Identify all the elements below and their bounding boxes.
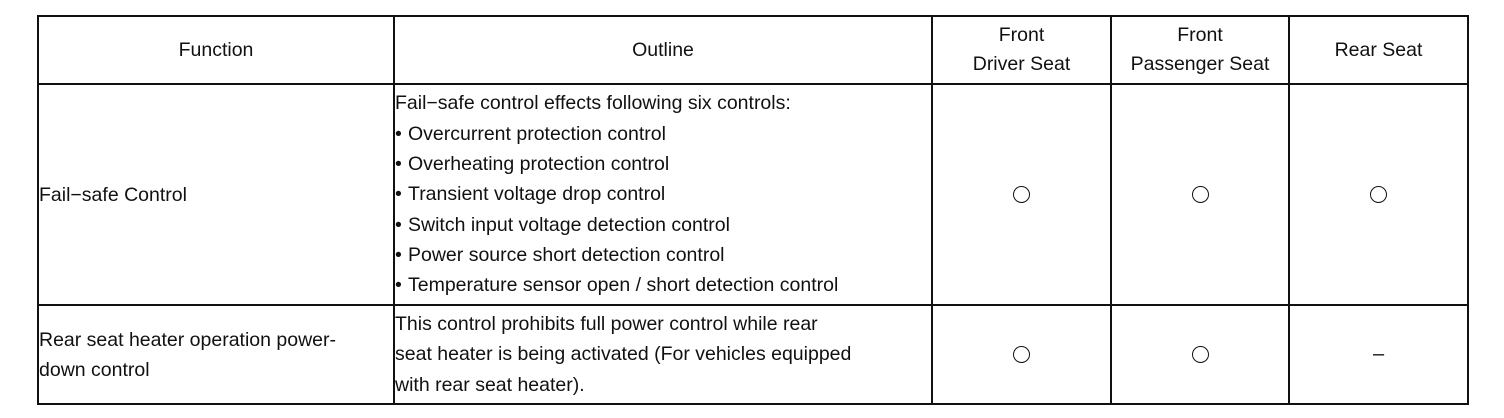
outline-line: seat heater is being activated (For vehicles equipped [395, 343, 852, 366]
applicable-circle-icon [1192, 186, 1209, 203]
front-driver-cell [932, 305, 1111, 404]
outline-bullet-item [395, 149, 931, 179]
header-rear-seat: Rear Seat [1289, 16, 1468, 84]
bullet-icon: • [395, 274, 402, 297]
bullet-text: Power source short detection control [408, 243, 725, 266]
rear-seat-cell [1289, 305, 1468, 404]
bullet-text: Transient voltage drop control [408, 183, 666, 206]
front-driver-cell [932, 84, 1111, 305]
function-cell [38, 305, 394, 404]
outline-bullet-item [395, 119, 931, 149]
outline-intro: Fail−safe control effects following six controls: [395, 92, 791, 115]
outline-bullet-item [395, 240, 931, 270]
outline-bullet-item [395, 270, 931, 300]
header-front-driver-seat [932, 16, 1111, 84]
front-passenger-cell [1111, 305, 1289, 404]
bullet-text: Switch input voltage detection control [408, 213, 730, 236]
bullet-icon: • [395, 183, 402, 206]
rear-seat-cell [1289, 84, 1468, 305]
header-front-passenger-line1: Front [1177, 24, 1223, 46]
outline-line: This control prohibits full power control while rear [395, 313, 818, 336]
header-front-driver-line1: Front [998, 24, 1045, 46]
front-passenger-cell [1111, 84, 1289, 305]
header-front-passenger-seat [1111, 16, 1289, 84]
bullet-icon: • [395, 153, 402, 176]
applicable-circle-icon [1013, 186, 1030, 203]
bullet-icon: • [395, 243, 402, 266]
function-line1: Rear seat heater operation power- [39, 328, 337, 351]
function-line2: down control [39, 358, 150, 381]
bullet-text: Overcurrent protection control [408, 122, 666, 145]
bullet-icon: • [395, 213, 402, 236]
applicable-circle-icon [1370, 186, 1387, 203]
header-row [38, 16, 1468, 84]
header-front-passenger-line2: Passenger Seat [1130, 53, 1270, 75]
function-cell: Fail−safe Control [38, 84, 394, 305]
outline-bullet-item [395, 179, 931, 209]
header-function: Function [38, 16, 394, 84]
seat-heater-control-table [37, 15, 1469, 405]
bullet-text: Overheating protection control [408, 153, 670, 176]
outline-bullet-item [395, 210, 931, 240]
header-outline: Outline [394, 16, 932, 84]
bullet-text: Temperature sensor open / short detection control [408, 274, 839, 297]
applicable-circle-icon [1192, 346, 1209, 363]
outline-cell [394, 305, 932, 404]
bullet-icon: • [395, 122, 402, 145]
applicable-circle-icon [1013, 346, 1030, 363]
outline-cell [394, 84, 932, 305]
outline-line: with rear seat heater). [395, 373, 585, 396]
table-row [38, 84, 1468, 305]
header-front-driver-line2: Driver Seat [972, 53, 1071, 75]
not-applicable-dash: – [1372, 343, 1385, 365]
table-row [38, 305, 1468, 404]
